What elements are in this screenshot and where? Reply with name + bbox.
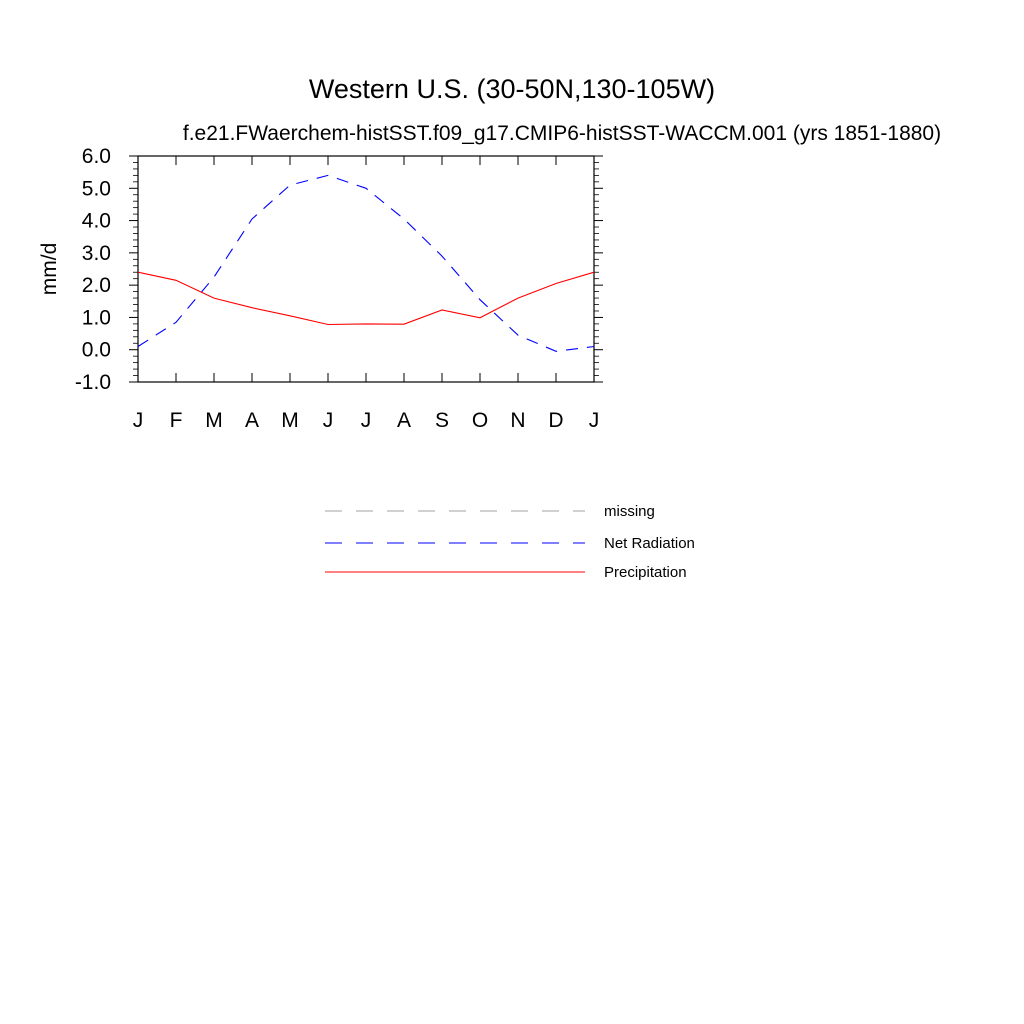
y-tick-label: 3.0 — [81, 241, 111, 265]
chart-subtitle: f.e21.FWaerchem-histSST.f09_g17.CMIP6-histSST-WACCM.001 (yrs 1851-1880) — [182, 122, 942, 145]
y-tick-label: 5.0 — [81, 177, 111, 201]
y-tick-label: 4.0 — [81, 209, 111, 233]
x-tick-label: N — [510, 409, 526, 432]
legend-label-net-radiation: Net Radiation — [604, 535, 695, 552]
plot-area — [75, 145, 603, 432]
x-tick-label: J — [360, 409, 372, 432]
plot-frame — [138, 156, 594, 382]
y-tick-label: 1.0 — [81, 306, 111, 330]
series-line-precipitation — [138, 272, 594, 324]
y-tick-label: 0.0 — [81, 338, 111, 362]
y-axis-label: mm/d — [38, 242, 61, 296]
chart-title: Western U.S. (30-50N,130-105W) — [308, 74, 716, 104]
x-tick-label: D — [548, 409, 564, 432]
x-tick-label: S — [434, 409, 450, 432]
x-tick-label: A — [396, 409, 412, 432]
y-tick-label: -1.0 — [74, 371, 111, 394]
x-tick-label: J — [132, 409, 144, 432]
y-tick-label: 6.0 — [81, 145, 111, 168]
x-tick-label: M — [205, 409, 223, 432]
x-tick-label: F — [169, 409, 183, 432]
x-tick-label: J — [322, 409, 334, 432]
x-tick-label: M — [281, 409, 299, 432]
series-line-net-radiation — [138, 175, 594, 351]
legend-label-missing: missing — [604, 503, 655, 520]
x-tick-label: A — [244, 409, 260, 432]
x-tick-label: O — [471, 409, 489, 432]
y-tick-label: 2.0 — [81, 274, 111, 298]
legend-label-precipitation: Precipitation — [604, 564, 687, 581]
x-tick-label: J — [588, 409, 600, 432]
legend — [325, 503, 695, 581]
